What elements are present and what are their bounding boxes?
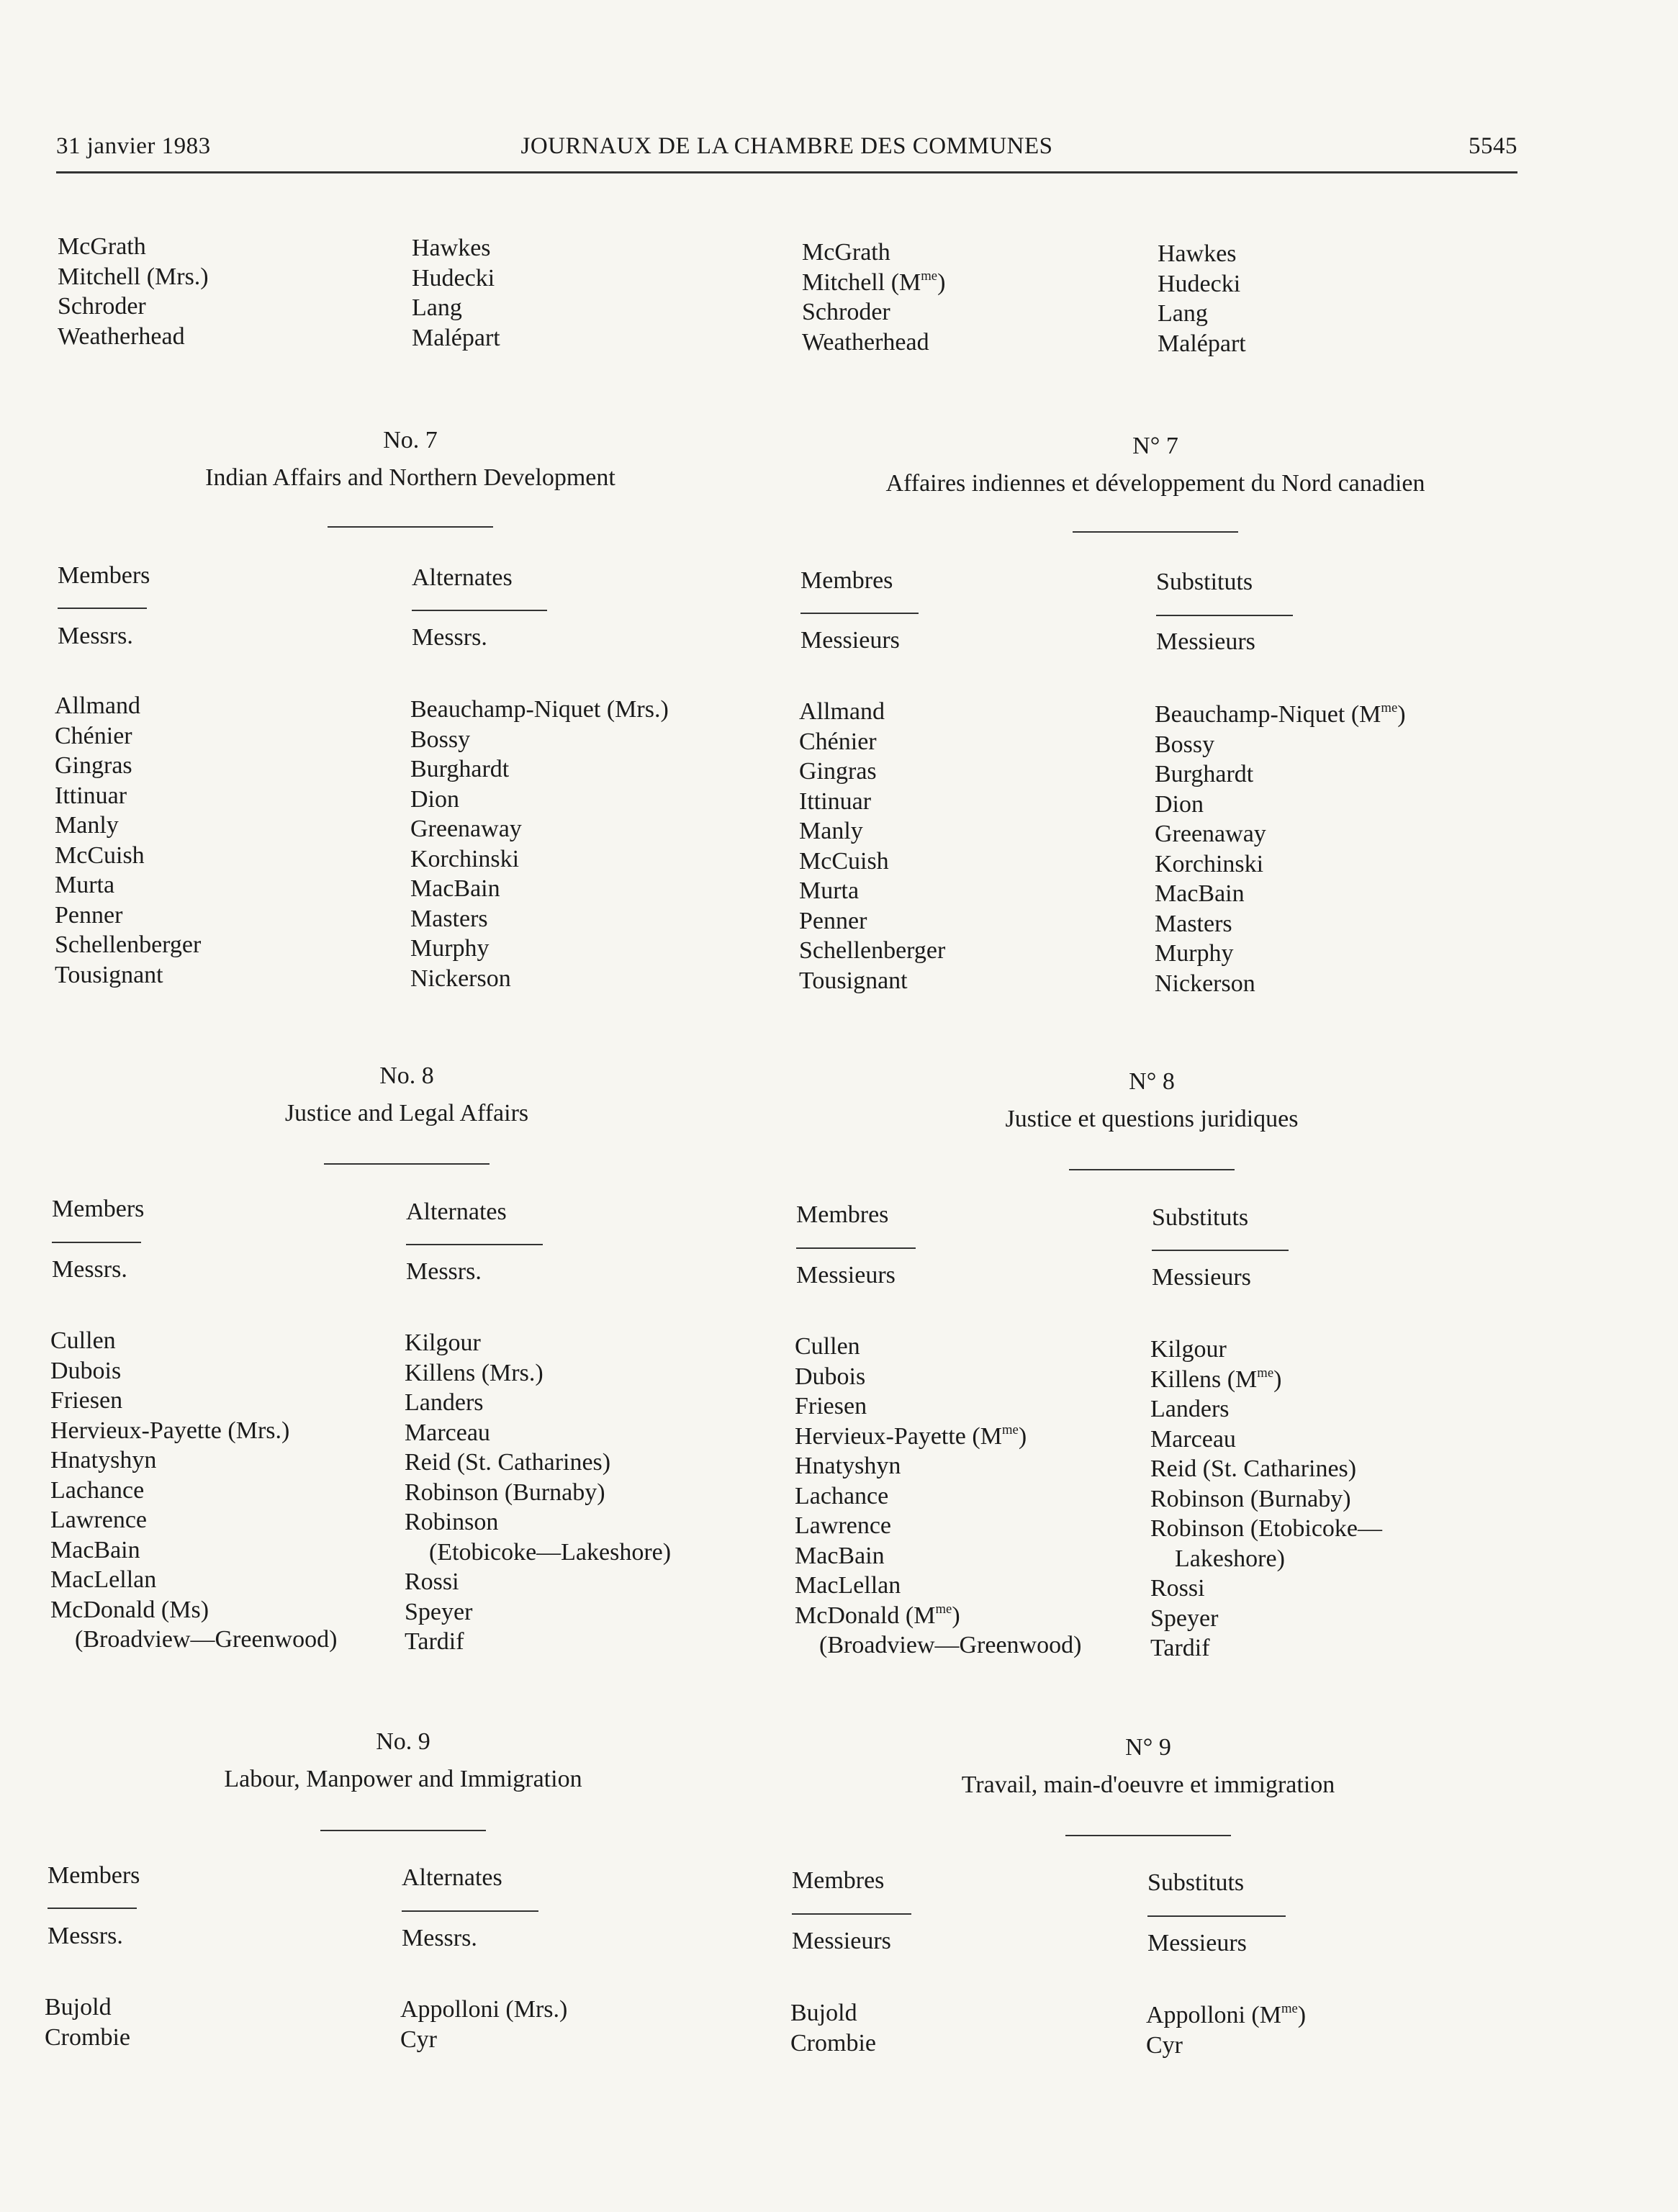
committee-7-fr-members-heading: Membres (800, 567, 893, 594)
name-entry: MacBain (1155, 880, 1245, 907)
name-entry: McCuish (799, 847, 889, 875)
committee-7-fr-alternates-rule (1156, 615, 1293, 616)
name-entry: MacLellan (50, 1566, 157, 1593)
name-entry: Landers (1150, 1396, 1230, 1422)
name-entry: Crombie (790, 2029, 876, 2057)
committee-9-fr-members-heading: Membres (792, 1867, 885, 1894)
committee-9-en-alternates-heading: Alternates (402, 1864, 502, 1891)
name-entry: Hervieux-Payette $(M^{me})$ (795, 1422, 1027, 1450)
committee-8-fr-rule (1069, 1169, 1235, 1170)
name-entry: Mitchell $(M^{me})$ (802, 268, 946, 296)
name-entry: Penner (55, 901, 123, 929)
page-header (56, 128, 1517, 173)
committee-8-fr-members (795, 1332, 1081, 1661)
name-entry: Lakeshore) (1175, 1545, 1285, 1572)
header-date: 31 janvier 1983 (56, 133, 211, 159)
committee-9-en-members-rule (48, 1908, 137, 1909)
name-entry: Cullen (795, 1333, 860, 1360)
committee-7-fr-number: N° 7 (1132, 433, 1178, 459)
name-entry: Lang (412, 294, 462, 321)
committee-9-fr-messieurs: Messieurs (792, 1928, 891, 1954)
committee-7-fr-messieurs: Messieurs (800, 627, 900, 654)
committee-9-en-alternates (400, 1995, 567, 2054)
committee-8-en-messrs: Messrs. (52, 1256, 127, 1283)
name-entry: Malépart (1158, 330, 1246, 357)
committee-7-en-alternates-rule (412, 610, 547, 611)
name-entry: Schroder (58, 293, 146, 320)
name-entry: Weatherhead (58, 322, 185, 350)
committee-7-en-alternates-heading: Alternates (412, 564, 513, 591)
name-entry: Reid (St. Catharines) (1150, 1455, 1357, 1482)
committee-8-fr-members-heading: Membres (796, 1201, 889, 1228)
committee-9-en-members (45, 1992, 130, 2052)
committee-7-fr-members-rule (800, 613, 919, 614)
name-entry: Greenaway (410, 816, 522, 842)
committee-9-en-title: Labour, Manpower and Immigration (224, 1766, 582, 1792)
name-entry: Robinson (Burnaby) (405, 1479, 605, 1506)
name-entry: Bossy (1155, 731, 1215, 758)
name-entry: Bujold (45, 1994, 112, 2021)
committee-9-en-members-heading: Members (48, 1862, 140, 1889)
committee-9-fr-title: Travail, main-d'oeuvre et immigration (961, 1771, 1335, 1798)
name-entry: Hnatyshyn (795, 1453, 901, 1479)
name-entry: Gingras (799, 758, 877, 785)
name-entry: Robinson (Burnaby) (1150, 1485, 1351, 1512)
name-entry: Ittinuar (55, 782, 127, 809)
committee-8-en-members-heading: Members (52, 1196, 145, 1222)
name-entry: MacLellan (795, 1572, 901, 1599)
name-entry: Gingras (55, 752, 132, 779)
name-entry: Greenaway (1155, 821, 1266, 847)
committee-9-fr-rule (1065, 1835, 1231, 1836)
name-entry: Marceau (405, 1419, 490, 1446)
name-entry: Dubois (795, 1363, 866, 1390)
name-entry: Schroder (802, 299, 890, 325)
name-entry: MacBain (410, 875, 500, 902)
committee-7-en-title: Indian Affairs and Northern Development (205, 464, 615, 491)
name-entry: Hawkes (1158, 240, 1237, 267)
name-entry: Ittinuar (799, 787, 872, 815)
committee-7-en-alternates (410, 695, 669, 993)
name-entry: (Etobicoke—Lakeshore) (429, 1538, 672, 1566)
name-entry: Tardif (1150, 1635, 1210, 1661)
name-entry: Speyer (1150, 1604, 1219, 1632)
name-entry: Murphy (1155, 940, 1234, 967)
committee-7-fr-alternates-heading: Substituts (1156, 569, 1253, 595)
name-entry: Rossi (1150, 1575, 1205, 1602)
committee-8-en-rule (324, 1163, 490, 1165)
committee-9-fr-alternates-messieurs: Messieurs (1147, 1930, 1247, 1956)
committee-9-en-alternates-rule (402, 1910, 538, 1912)
committee-8-en-members (50, 1326, 337, 1655)
name-entry: Killens $(M^{me})$ (1150, 1365, 1282, 1393)
name-entry: Malépart (412, 324, 500, 351)
name-entry: Appolloni $(M^{me})$ (1146, 2000, 1307, 2028)
name-entry: Cyr (1146, 2031, 1183, 2059)
name-entry: Korchinski (410, 845, 520, 872)
name-entry: Hudecki (1158, 270, 1241, 297)
name-entry: Tardif (405, 1628, 464, 1655)
name-entry: Dion (410, 785, 459, 813)
name-entry: Hervieux-Payette (Mrs.) (50, 1417, 290, 1444)
name-entry: Reid (St. Catharines) (405, 1449, 611, 1476)
committee-8-fr-alternates (1150, 1335, 1382, 1663)
committee-9-fr-alternates (1146, 2000, 1306, 2060)
name-entry: Manly (55, 812, 119, 839)
carryover-fr-alternates (1158, 239, 1246, 358)
committee-7-fr-rule (1073, 531, 1238, 533)
name-entry: Murta (55, 872, 115, 898)
name-entry: (Broadview—Greenwood) (819, 1632, 1082, 1658)
name-entry: Robinson (405, 1509, 499, 1535)
committee-9-fr-members (790, 1998, 876, 2058)
name-entry: Chénier (55, 722, 132, 749)
name-entry: Cyr (400, 2026, 437, 2053)
name-entry: Lawrence (795, 1512, 892, 1539)
name-entry: Lachance (795, 1482, 889, 1509)
committee-8-en-members-rule (52, 1242, 141, 1243)
committee-9-en-rule (320, 1830, 486, 1831)
name-entry: Friesen (795, 1393, 867, 1419)
name-entry: Nickerson (410, 965, 511, 992)
committee-8-fr-title: Justice et questions juridiques (1005, 1106, 1299, 1132)
committee-8-en-alternates (405, 1328, 671, 1657)
committee-7-en-rule (328, 526, 493, 528)
name-entry: MacBain (50, 1536, 140, 1563)
name-entry: Allmand (799, 698, 885, 725)
name-entry: McGrath (802, 239, 890, 266)
name-entry: Marceau (1150, 1425, 1236, 1453)
committee-8-fr-messieurs: Messieurs (796, 1262, 896, 1288)
name-entry: Lachance (50, 1476, 145, 1504)
name-entry: Killens (Mrs.) (405, 1359, 543, 1386)
name-entry: Bujold (790, 2000, 857, 2026)
committee-8-fr-alternates-messieurs: Messieurs (1152, 1264, 1251, 1291)
name-entry: Speyer (405, 1598, 473, 1625)
committee-9-fr-number: N° 9 (1125, 1734, 1171, 1761)
name-entry: Tousignant (799, 967, 908, 994)
name-entry: (Broadview—Greenwood) (75, 1626, 338, 1653)
committee-7-fr-members (799, 697, 945, 996)
name-entry: Appolloni (Mrs.) (400, 1996, 568, 2023)
name-entry: Chénier (799, 728, 877, 755)
name-entry: Masters (410, 905, 488, 932)
header-page-number: 5545 (1469, 133, 1517, 159)
name-entry: Cullen (50, 1327, 116, 1354)
committee-9-fr-members-rule (792, 1913, 911, 1915)
committee-9-en-messrs: Messrs. (48, 1923, 123, 1949)
name-entry: Lang (1158, 300, 1208, 327)
name-entry: Lawrence (50, 1507, 148, 1533)
committee-8-fr-alternates-rule (1152, 1250, 1289, 1251)
name-entry: Burghardt (410, 756, 510, 782)
committee-7-en-alternates-messrs: Messrs. (412, 624, 487, 651)
committee-8-fr-members-rule (796, 1247, 916, 1249)
committee-8-en-title: Justice and Legal Affairs (284, 1100, 529, 1127)
name-entry: Dion (1155, 790, 1204, 818)
name-entry: McDonald $(M^{me})$ (795, 1601, 960, 1629)
name-entry: Kilgour (1150, 1336, 1227, 1363)
name-entry: Hudecki (412, 264, 495, 292)
committee-7-en-members-rule (58, 608, 147, 609)
name-entry: Beauchamp-Niquet $(M^{me})$ (1155, 700, 1406, 728)
name-entry: Manly (799, 818, 863, 844)
name-entry: Hnatyshyn (50, 1447, 157, 1473)
header-title: JOURNAUX DE LA CHAMBRE DES COMMUNES (520, 133, 1053, 159)
name-entry: Hawkes (412, 235, 491, 261)
committee-8-en-alternates-rule (406, 1244, 543, 1245)
name-entry: Allmand (55, 692, 140, 719)
committee-7-en-number: No. 7 (383, 427, 438, 453)
name-entry: McGrath (58, 233, 146, 260)
name-entry: Bossy (410, 726, 471, 753)
carryover-en-members (58, 232, 209, 351)
name-entry: Robinson (Etobicoke— (1150, 1515, 1383, 1542)
name-entry: Schellenberger (55, 931, 202, 958)
committee-7-fr-alternates (1155, 700, 1406, 998)
committee-7-en-messrs: Messrs. (58, 623, 133, 649)
name-entry: Penner (799, 907, 867, 934)
committee-9-en-number: No. 9 (376, 1728, 430, 1755)
committee-7-fr-title: Affaires indiennes et développement du Nord canadien (885, 470, 1425, 497)
name-entry: MacBain (795, 1542, 885, 1569)
name-entry: Nickerson (1155, 970, 1255, 997)
name-entry: Murphy (410, 935, 490, 962)
name-entry: Landers (405, 1389, 484, 1416)
carryover-en-alternates (412, 233, 500, 353)
committee-8-en-alternates-messrs: Messrs. (406, 1258, 482, 1285)
committee-8-fr-alternates-heading: Substituts (1152, 1204, 1249, 1231)
committee-8-fr-number: N° 8 (1129, 1068, 1175, 1095)
name-entry: Tousignant (55, 961, 163, 988)
name-entry: Dubois (50, 1357, 122, 1384)
name-entry: Murta (799, 877, 860, 904)
committee-8-en-alternates-heading: Alternates (406, 1198, 507, 1225)
committee-7-fr-alternates-messieurs: Messieurs (1156, 628, 1255, 655)
committee-9-fr-alternates-rule (1147, 1915, 1286, 1917)
name-entry: McDonald (Ms) (50, 1596, 209, 1623)
name-entry: Kilgour (405, 1330, 481, 1356)
name-entry: Masters (1155, 910, 1232, 937)
committee-8-en-number: No. 8 (379, 1062, 434, 1089)
committee-7-en-members-heading: Members (58, 562, 150, 589)
name-entry: Friesen (50, 1387, 123, 1414)
name-entry: Rossi (405, 1568, 459, 1595)
committee-9-fr-alternates-heading: Substituts (1147, 1869, 1245, 1896)
name-entry: Burghardt (1155, 761, 1254, 787)
carryover-fr-members (802, 238, 945, 357)
name-entry: Beauchamp-Niquet (Mrs.) (410, 696, 669, 723)
name-entry: Schellenberger (799, 937, 946, 964)
name-entry: McCuish (55, 841, 145, 869)
name-entry: Weatherhead (802, 328, 929, 356)
name-entry: Crombie (45, 2023, 130, 2051)
committee-7-en-members (55, 691, 201, 990)
committee-9-en-alternates-messrs: Messrs. (402, 1925, 477, 1951)
name-entry: Mitchell (Mrs.) (58, 263, 209, 290)
name-entry: Korchinski (1155, 850, 1264, 877)
